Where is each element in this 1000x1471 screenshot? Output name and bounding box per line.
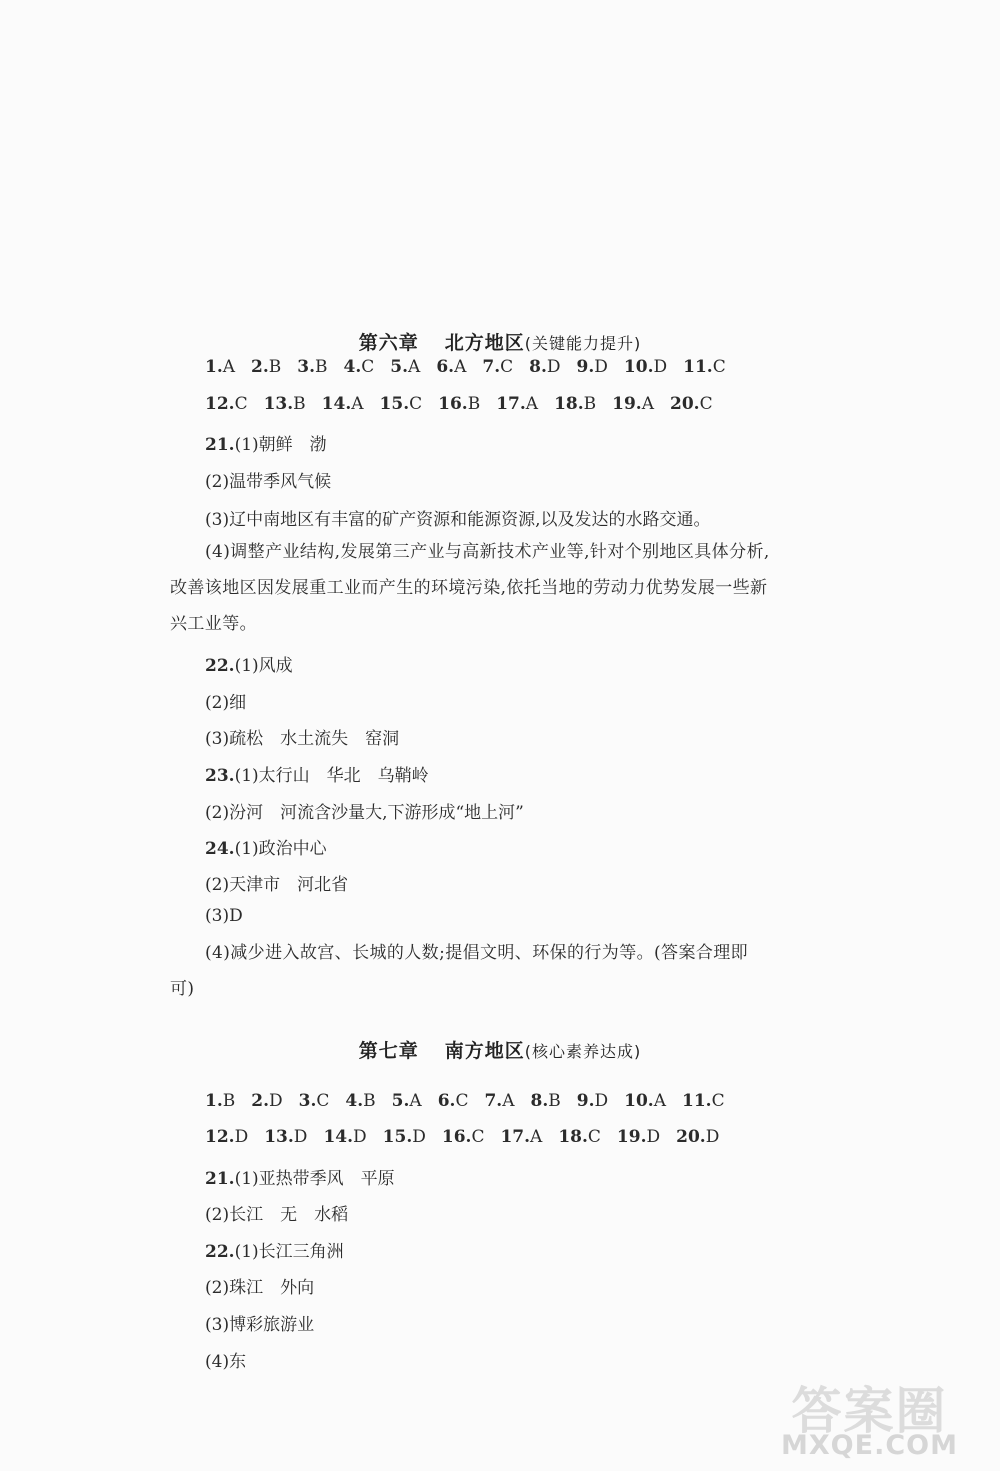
chapter7-subtitle: (核心素养达成) xyxy=(524,1042,642,1061)
question-number: 16. xyxy=(441,1127,472,1147)
answer-letter: C xyxy=(699,394,713,414)
ch6-q21-part2: (2)温带季风气候 xyxy=(205,472,332,492)
answer-text: (1)政治中心 xyxy=(234,839,327,859)
answer-text: (1)太行山 华北 乌鞘岭 xyxy=(234,766,429,786)
ch7-q22-part4: (4)东 xyxy=(205,1352,247,1372)
answer-letter: C xyxy=(587,1127,601,1147)
ch6-q22-part2: (2)细 xyxy=(205,693,247,713)
answer-letter: C xyxy=(409,394,423,414)
mc-answer-item xyxy=(683,357,726,377)
answer-text: (1)朝鲜 渤 xyxy=(234,435,327,455)
chapter6-mc-row2 xyxy=(205,394,729,414)
answer-letter: D xyxy=(653,357,668,377)
mc-answer-item xyxy=(484,1091,514,1111)
mc-answer-item xyxy=(577,357,608,377)
question-number: 23. xyxy=(205,766,235,786)
mc-answer-item xyxy=(438,394,480,414)
question-number: 16. xyxy=(438,394,468,414)
answer-letter: B xyxy=(222,1091,236,1111)
ch6-q24-part3: (3)D xyxy=(205,906,243,926)
question-number: 4. xyxy=(345,1091,364,1111)
question-number: 13. xyxy=(264,1127,294,1147)
mc-answer-item xyxy=(438,1091,469,1111)
mc-answer-item xyxy=(612,394,654,414)
answer-letter: C xyxy=(455,1091,469,1111)
mc-answer-item xyxy=(554,394,596,414)
mc-answer-item xyxy=(496,394,538,414)
mc-answer-item xyxy=(392,1091,422,1111)
chapter7-number: 第七章 xyxy=(358,1040,419,1062)
answer-letter: A xyxy=(525,394,539,414)
mc-answer-item xyxy=(530,1091,560,1111)
answer-letter: B xyxy=(315,357,328,377)
question-number: 17. xyxy=(500,1127,531,1147)
mc-answer-item xyxy=(380,394,423,414)
mc-answer-item xyxy=(482,357,513,377)
answer-letter: C xyxy=(361,357,375,377)
question-number: 13. xyxy=(263,394,294,414)
mc-answer-item xyxy=(617,1127,660,1147)
mc-answer-item xyxy=(323,1127,366,1147)
question-number: 9. xyxy=(576,1091,595,1111)
mc-answer-item xyxy=(436,357,466,377)
question-number: 17. xyxy=(496,394,526,414)
chapter6-number: 第六章 xyxy=(358,332,419,354)
question-number: 14. xyxy=(321,394,352,414)
answer-letter: C xyxy=(234,394,248,414)
answer-letter: A xyxy=(351,394,364,414)
chapter7-mc-row1 xyxy=(205,1091,741,1111)
question-number: 15. xyxy=(382,1127,413,1147)
ch6-q22-part1 xyxy=(205,651,293,676)
question-number: 19. xyxy=(612,394,642,414)
ch6-q23-part1 xyxy=(205,761,429,786)
question-number: 18. xyxy=(554,394,584,414)
ch6-q24-part2: (2)天津市 河北省 xyxy=(205,875,349,895)
ch6-q24-part4: (4)减少进入故宫、长城的人数;提倡文明、环保的行为等。(答案合理即可) xyxy=(170,943,749,999)
answer-letter: D xyxy=(353,1127,367,1147)
question-number: 18. xyxy=(558,1127,588,1147)
question-number: 6. xyxy=(437,1091,456,1111)
question-number: 24. xyxy=(205,839,235,859)
answer-letter: A xyxy=(222,357,236,377)
mc-answer-item xyxy=(676,1127,719,1147)
mc-answer-item xyxy=(344,357,375,377)
chapter6-heading xyxy=(0,328,1000,355)
mc-answer-item xyxy=(558,1127,601,1147)
mc-answer-item xyxy=(251,1091,282,1111)
question-number: 8. xyxy=(530,1091,549,1111)
mc-answer-item xyxy=(670,394,713,414)
answer-letter: B xyxy=(583,394,597,414)
answer-letter: C xyxy=(316,1091,330,1111)
question-number: 22. xyxy=(205,1242,235,1262)
watermark-logo: 答案圈 xyxy=(791,1382,948,1440)
answer-letter: A xyxy=(409,1091,422,1111)
answer-letter: A xyxy=(653,1091,666,1111)
mc-answer-item xyxy=(205,357,235,377)
answer-letter: B xyxy=(548,1091,561,1111)
question-number: 21. xyxy=(205,435,235,455)
answer-text: (1)长江三角洲 xyxy=(234,1242,344,1262)
watermark xyxy=(767,1371,972,1461)
question-number: 10. xyxy=(623,357,654,377)
ch6-q23-part2: (2)汾河 河流含沙量大,下游形成“地上河” xyxy=(205,803,524,823)
mc-answer-item xyxy=(682,1091,725,1111)
question-number: 4. xyxy=(343,357,362,377)
chapter6-subtitle: (关键能力提升) xyxy=(524,334,642,353)
mc-answer-item xyxy=(383,1127,426,1147)
question-number: 12. xyxy=(205,394,235,414)
answer-letter: A xyxy=(454,357,467,377)
mc-answer-item xyxy=(624,1091,666,1111)
question-number: 8. xyxy=(529,357,547,377)
mc-answer-item xyxy=(205,1091,235,1111)
answer-letter: D xyxy=(269,1091,283,1111)
ch6-q22-part3: (3)疏松 水土流失 窑洞 xyxy=(205,729,400,749)
question-number: 15. xyxy=(379,394,410,414)
question-number: 12. xyxy=(205,1127,235,1147)
answer-letter: D xyxy=(705,1127,720,1147)
question-number: 2. xyxy=(251,357,269,377)
answer-letter: D xyxy=(234,1127,249,1147)
question-number: 11. xyxy=(681,1091,712,1111)
answer-letter: D xyxy=(293,1127,308,1147)
answer-letter: B xyxy=(268,357,282,377)
mc-answer-item xyxy=(442,1127,485,1147)
chapter6-mc-row1 xyxy=(205,357,742,377)
mc-answer-item xyxy=(264,1127,307,1147)
ch7-q22-part2: (2)珠江 外向 xyxy=(205,1278,315,1298)
question-number: 22. xyxy=(205,656,235,676)
mc-answer-item xyxy=(577,1091,608,1111)
answer-letter: D xyxy=(546,357,561,377)
answer-letter: D xyxy=(646,1127,661,1147)
question-number: 7. xyxy=(484,1091,503,1111)
mc-answer-item xyxy=(500,1127,542,1147)
answer-letter: A xyxy=(641,394,654,414)
question-number: 5. xyxy=(390,357,409,377)
answer-letter: C xyxy=(500,357,514,377)
question-number: 7. xyxy=(482,357,501,377)
answer-letter: A xyxy=(408,357,421,377)
answer-letter: C xyxy=(471,1127,485,1147)
question-number: 3. xyxy=(298,1091,317,1111)
mc-answer-item xyxy=(297,357,327,377)
ch7-q22-part1 xyxy=(205,1237,344,1262)
mc-answer-item xyxy=(205,394,248,414)
question-number: 20. xyxy=(670,394,700,414)
question-number: 10. xyxy=(624,1091,654,1111)
chapter7-region: 南方地区 xyxy=(444,1040,525,1062)
ch6-q24-part1 xyxy=(205,834,327,859)
chapter7-mc-row2 xyxy=(205,1127,735,1147)
answer-letter: C xyxy=(712,357,726,377)
question-number: 20. xyxy=(676,1127,706,1147)
question-number: 1. xyxy=(205,357,223,377)
answer-letter: D xyxy=(594,1091,609,1111)
mc-answer-item xyxy=(264,394,306,414)
mc-answer-item xyxy=(299,1091,330,1111)
ch7-q21-part2: (2)长江 无 水稻 xyxy=(205,1205,349,1225)
mc-answer-item xyxy=(624,357,667,377)
question-number: 6. xyxy=(436,357,455,377)
question-number: 9. xyxy=(576,357,595,377)
ch6-q21-part3: (3)辽中南地区有丰富的矿产资源和能源资源,以及发达的水路交通。 xyxy=(205,510,711,530)
answer-letter: C xyxy=(711,1091,725,1111)
answer-letter: D xyxy=(412,1127,426,1147)
answer-letter: A xyxy=(530,1127,543,1147)
ch7-q21-part1 xyxy=(205,1164,395,1189)
question-number: 14. xyxy=(323,1127,354,1147)
question-number: 1. xyxy=(205,1091,223,1111)
ch7-q22-part3: (3)博彩旅游业 xyxy=(205,1315,315,1335)
chapter7-heading xyxy=(0,1036,1000,1063)
question-number: 21. xyxy=(205,1169,235,1189)
question-number: 3. xyxy=(297,357,316,377)
mc-answer-item xyxy=(251,357,281,377)
mc-answer-item xyxy=(390,357,420,377)
question-number: 5. xyxy=(391,1091,410,1111)
watermark-site: MXQE.COM xyxy=(781,1430,958,1461)
answer-text: (1)亚热带季风 平原 xyxy=(234,1169,395,1189)
chapter6-region: 北方地区 xyxy=(444,332,525,354)
question-number: 2. xyxy=(251,1091,269,1111)
answer-letter: D xyxy=(594,357,608,377)
answer-letter: B xyxy=(293,394,306,414)
question-number: 11. xyxy=(683,357,713,377)
answer-letter: B xyxy=(363,1091,376,1111)
answer-letter: A xyxy=(502,1091,515,1111)
mc-answer-item xyxy=(345,1091,375,1111)
question-number: 19. xyxy=(616,1127,647,1147)
mc-answer-item xyxy=(322,394,364,414)
answer-text: (1)风成 xyxy=(234,656,293,676)
mc-answer-item xyxy=(205,1127,248,1147)
mc-answer-item xyxy=(529,357,560,377)
ch6-q21-part4: (4)调整产业结构,发展第三产业与高新技术产业等,针对个别地区具体分析,改善该地区因发展重工业而产生的环境污染,依托当地的劳动力优势发展一些新兴工业等。 xyxy=(170,542,770,634)
answer-letter: B xyxy=(467,394,481,414)
ch6-q21-part1 xyxy=(205,430,327,455)
